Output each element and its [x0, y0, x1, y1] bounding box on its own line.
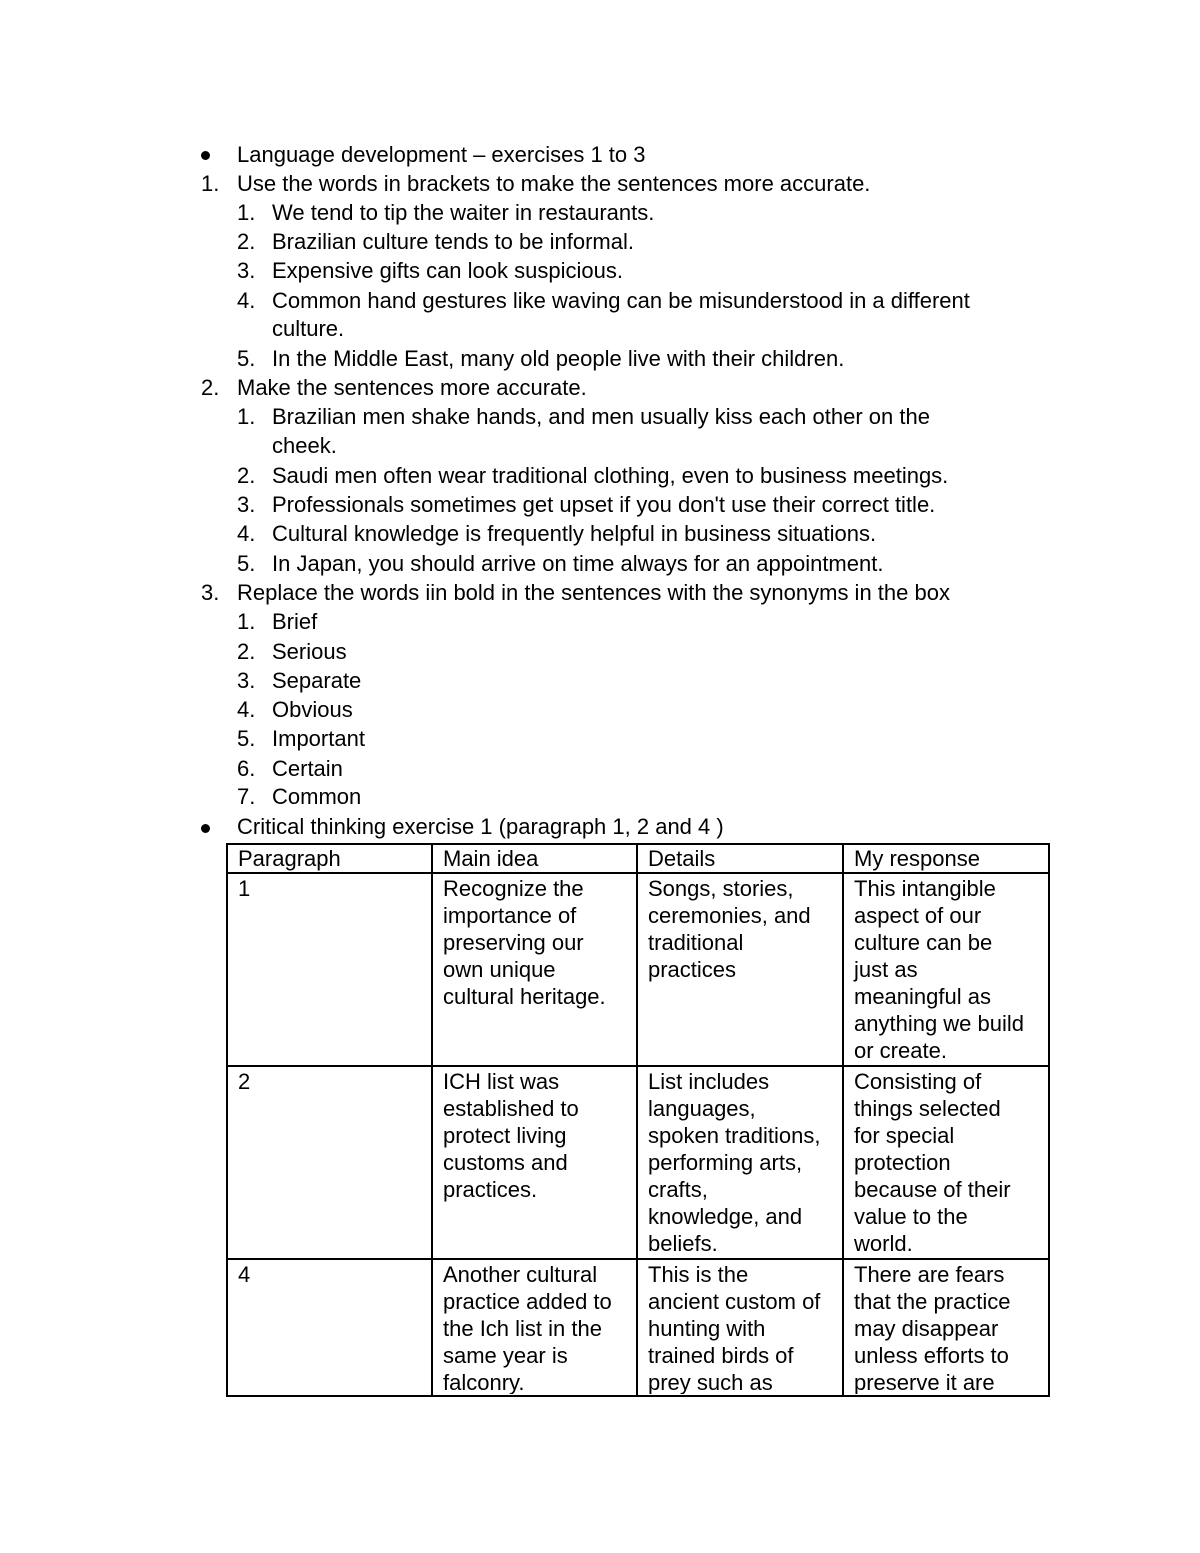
table-row: [227, 1259, 1049, 1396]
cell-paragraph: 2: [227, 1066, 432, 1259]
cell-paragraph: [227, 1259, 432, 1396]
cell-my-response: This intangible aspect of our culture can be just as meaningful as anything we build or create.: [843, 873, 1049, 1066]
bullet-icon: [201, 151, 210, 160]
item-number: 4.: [237, 288, 256, 313]
bullet-language-development: Language development – exercises 1 to 3: [237, 142, 646, 167]
list-item: Expensive gifts can look suspicious.: [272, 258, 623, 283]
list-item: Common: [272, 784, 362, 809]
list-item: Brazilian men shake hands, and men usually kiss each other on the: [272, 404, 930, 429]
list-item: Important: [272, 726, 365, 751]
cell-main-idea: ICH list was established to protect living customs and practices.: [432, 1066, 637, 1259]
item-number: 3.: [237, 668, 256, 693]
list-item: In the Middle East, many old people live with their children.: [272, 346, 845, 371]
cell-text: 4: [238, 1262, 251, 1287]
exercise-number: 3.: [201, 580, 220, 605]
list-item-continuation: culture.: [272, 316, 345, 341]
header-details: Details: [637, 844, 843, 873]
cell-details: [637, 1259, 843, 1396]
cell-main-idea: Recognize the importance of preserving our own unique cultural heritage.: [432, 873, 637, 1066]
list-item: Saudi men often wear traditional clothing, even to business meetings.: [272, 463, 949, 488]
header-my-response: My response: [843, 844, 1049, 873]
item-number: 1.: [237, 404, 256, 429]
list-item: We tend to tip the waiter in restaurants.: [272, 200, 655, 225]
cell-my-response: Consisting of things selected for special protection because of their value to the world.: [843, 1066, 1049, 1259]
list-item: Common hand gestures like waving can be misunderstood in a different: [272, 288, 970, 313]
item-number: 3.: [237, 492, 256, 517]
cell-details: List includes languages, spoken traditions, performing arts, crafts, knowledge, and beliefs.: [637, 1066, 843, 1259]
header-paragraph: Paragraph: [227, 844, 432, 873]
header-main-idea: Main idea: [432, 844, 637, 873]
cell-details: Songs, stories, ceremonies, and traditional practices: [637, 873, 843, 1066]
table-row: [227, 873, 1049, 1066]
item-number: 4.: [237, 521, 256, 546]
cell-text: Another cultural practice added to the Ich list in the same year is falconry.: [443, 1262, 612, 1394]
exercise-title: Make the sentences more accurate.: [237, 375, 587, 400]
exercise-title: Replace the words iin bold in the sentences with the synonyms in the box: [237, 580, 950, 605]
list-item: Serious: [272, 639, 347, 664]
exercise-number: 1.: [201, 171, 220, 196]
item-number: 5.: [237, 346, 256, 371]
critical-thinking-table: [226, 843, 1050, 1397]
item-number: 1.: [237, 200, 256, 225]
bullet-critical-thinking: Critical thinking exercise 1 (paragraph 1, 2 and 4 ): [237, 814, 724, 839]
cell-main-idea: [432, 1259, 637, 1396]
item-number: 1.: [237, 609, 256, 634]
table-row: [227, 1066, 1049, 1259]
exercise-number: 2.: [201, 375, 220, 400]
list-item: Cultural knowledge is frequently helpful in business situations.: [272, 521, 877, 546]
item-number: 2.: [237, 639, 256, 664]
exercise-title: Use the words in brackets to make the sentences more accurate.: [237, 171, 871, 196]
list-item: In Japan, you should arrive on time always for an appointment.: [272, 551, 884, 576]
table-header-row: [227, 844, 1049, 873]
bullet-icon: [201, 824, 210, 833]
item-number: 3.: [237, 258, 256, 283]
item-number: 2.: [237, 463, 256, 488]
item-number: 2.: [237, 229, 256, 254]
list-item: Brief: [272, 609, 318, 634]
item-number: 6.: [237, 756, 256, 781]
list-item: Professionals sometimes get upset if you don't use their correct title.: [272, 492, 936, 517]
cell-my-response: [843, 1259, 1049, 1396]
item-number: 7.: [237, 784, 256, 809]
item-number: 4.: [237, 697, 256, 722]
item-number: 5.: [237, 551, 256, 576]
cell-text: There are fears that the practice may disappear unless efforts to preserve it are: [854, 1262, 1011, 1394]
list-item: Obvious: [272, 697, 353, 722]
cell-paragraph: 1: [227, 873, 432, 1066]
cell-text: This is the ancient custom of hunting with trained birds of prey such as: [648, 1262, 821, 1394]
list-item: Brazilian culture tends to be informal.: [272, 229, 634, 254]
list-item-continuation: cheek.: [272, 433, 337, 458]
list-item: Separate: [272, 668, 362, 693]
list-item: Certain: [272, 756, 343, 781]
item-number: 5.: [237, 726, 256, 751]
